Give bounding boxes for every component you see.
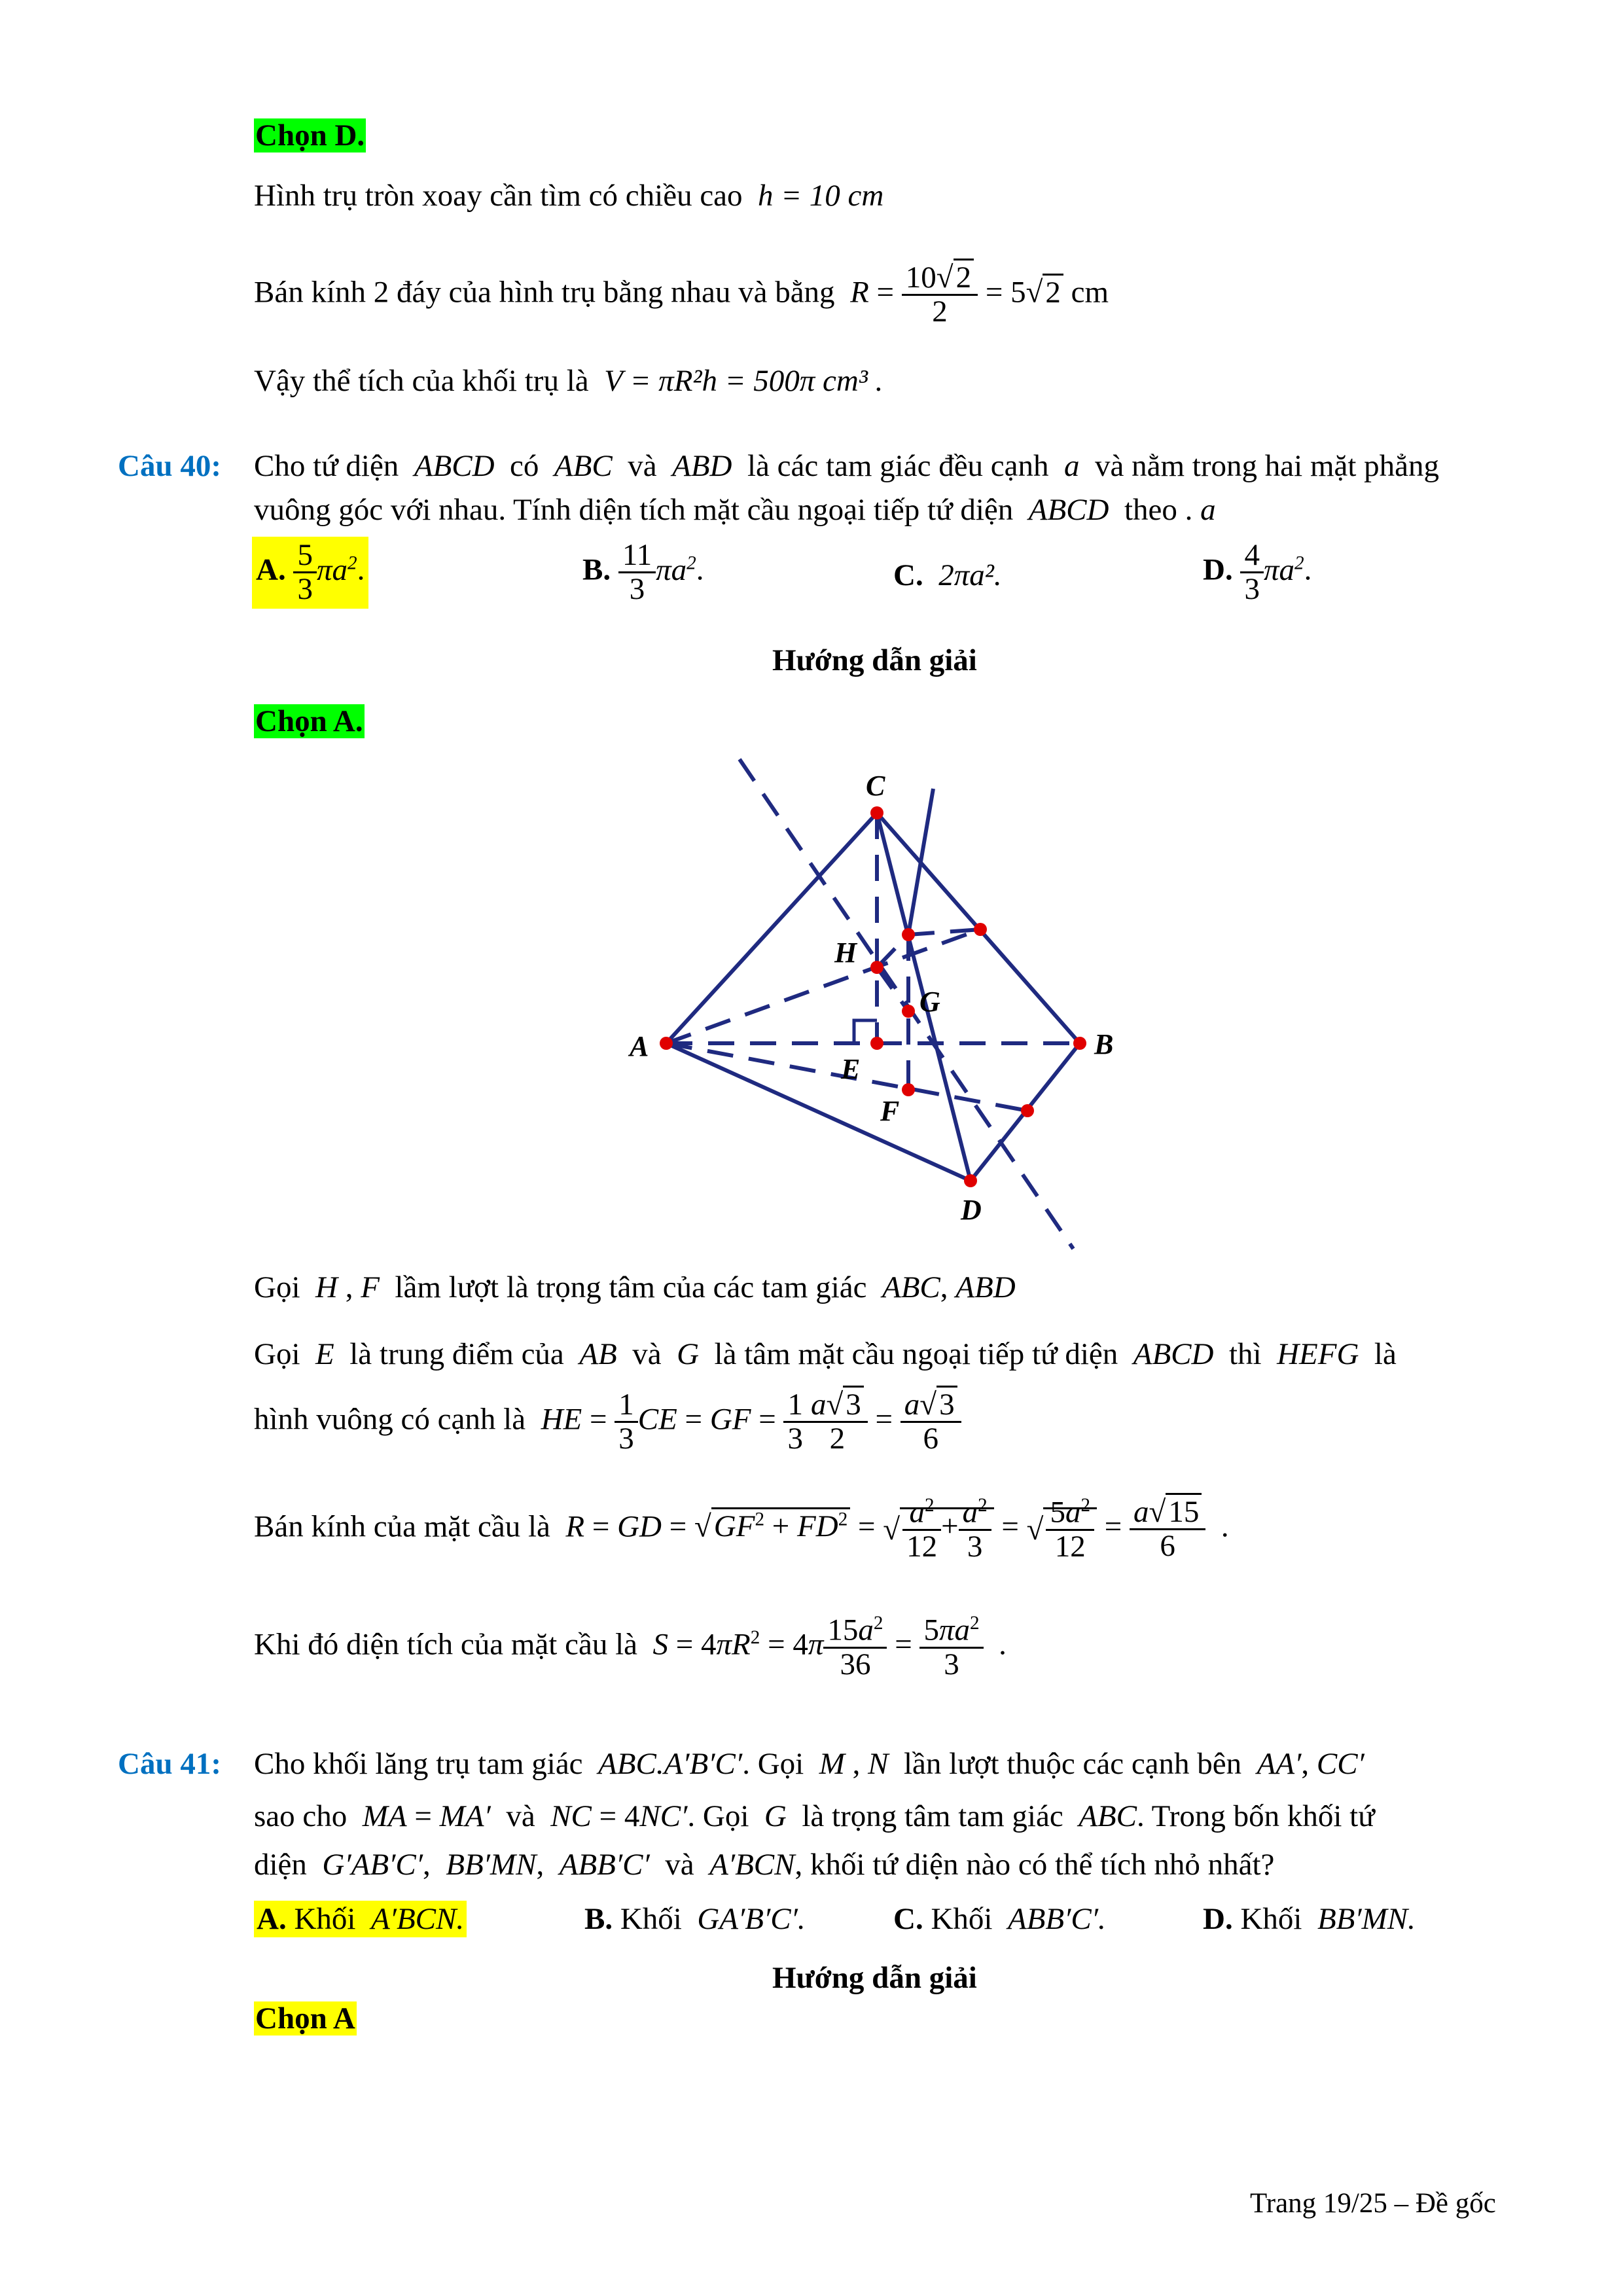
q41-option-c: C. Khối ABB′C′. <box>893 1902 1106 1936</box>
question-41-text-line3: diện G′AB′C′, BB′MN, ABB′C′ và A′BCN, khối tứ diện nào có thể tích nhỏ nhất? <box>254 1848 1275 1882</box>
q41-guide-heading: Hướng dẫn giải <box>772 1961 977 1995</box>
point-f <box>902 1083 915 1096</box>
point-b <box>1073 1037 1086 1050</box>
q40-solution-line3: hình vuông có cạnh là HE = $\frac{1}{3}$ CE = GF = $\frac{1}{3}$ $\frac{a√3}{2}$ = $\frac{a√3}{6}$ <box>254 1389 961 1456</box>
q40-option-b: B. $\frac{11}{3}$ $\pi a^2$. <box>582 538 704 607</box>
label-d: D <box>961 1194 982 1226</box>
label-c: C <box>866 770 885 802</box>
point-h <box>870 961 883 974</box>
point-d <box>964 1174 977 1187</box>
label-e: E <box>841 1053 861 1085</box>
q41-answer-choice: Chọn A <box>255 2001 355 2036</box>
q40-option-c: C. 2πa². <box>893 558 1002 592</box>
label-g: G <box>919 986 940 1018</box>
label-a: A <box>630 1030 649 1062</box>
point-e <box>870 1037 883 1050</box>
q41-option-a: A. Khối A′BCN. <box>254 1901 467 1937</box>
page-footer: Trang 19/25 – Đề gốc <box>1250 2188 1496 2219</box>
question-40-label: Câu 40: <box>118 449 221 483</box>
q40-solution-line5: Khi đó diện tích của mặt cầu là $S = 4\pi R^2 = 4\pi$ $\frac{15a^2}{36}$ = $\frac{5\pi a^2}{3}$ . <box>254 1613 1007 1681</box>
question-41-text-line1: Cho khối lăng trụ tam giác ABC.A′B′C′. Gọi M , N lần lượt thuộc các cạnh bên AA′, CC′ <box>254 1747 1364 1781</box>
label-h: H <box>834 937 857 969</box>
question-40-text-line2: vuông góc với nhau. Tính diện tích mặt cầu ngoại tiếp tứ diện ABCD theo . a <box>254 493 1216 527</box>
question-40-text-line1: Cho tứ diện ABCD có ABC và ABD là các tam giác đều cạnh a và nằm trong hai mặt phẳng <box>254 449 1440 483</box>
q40-solution-line4: Bán kính của mặt cầu là R = GD = $√GF^2 + FD^2$ = √ $\frac{a^2}{12}$ + $\frac{a^2}{3}$ = √ $\frac{5a^2}{12}$ = $\frac{a√15}{6}$ . <box>254 1496 1229 1563</box>
q40-guide-heading: Hướng dẫn giải <box>772 643 977 677</box>
answer-choice-d: Chọn D. <box>255 118 365 152</box>
cylinder-height-line: Hình trụ tròn xoay cần tìm có chiều cao h = 10 cm <box>254 179 884 213</box>
label-b: B <box>1094 1028 1114 1060</box>
q41-option-d: D. Khối BB′MN. <box>1203 1902 1416 1936</box>
q40-option-d: D. $\frac{4}{3}$ $\pi a^2$. <box>1203 538 1312 607</box>
cylinder-radius-line: Bán kính 2 đáy của hình trụ bằng nhau và bằng R = $\frac{10√2}{2}$ = 5√2 cm <box>254 262 1109 329</box>
point-g <box>902 1005 915 1018</box>
q40-solution-line2: Gọi E là trung điểm của AB và G là tâm mặt cầu ngoại tiếp tứ diện ABCD thì HEFG là <box>254 1337 1397 1371</box>
question-41-label: Câu 41: <box>118 1747 221 1781</box>
question-41-text-line2: sao cho MA = MA′ và NC = 4NC′. Gọi G là trọng tâm tam giác ABC. Trong bốn khối tứ <box>254 1799 1375 1833</box>
point-a <box>660 1037 673 1050</box>
cylinder-volume-line: Vậy thể tích của khối trụ là V = πR²h = 500π cm³ . <box>254 364 883 398</box>
q41-option-b: B. Khối GA′B′C′. <box>584 1902 806 1936</box>
point-c <box>870 806 883 819</box>
q40-solution-line1: Gọi H , F lầm lượt là trọng tâm của các tam giác ABC, ABD <box>254 1270 1016 1304</box>
radius-fraction: $\frac{10√2}{2}$ <box>902 262 978 329</box>
q40-option-a: A. $\frac{5}{3}$ $\pi a^2$. <box>252 537 368 609</box>
q40-answer-choice: Chọn A. <box>255 704 363 738</box>
label-f: F <box>880 1095 900 1127</box>
